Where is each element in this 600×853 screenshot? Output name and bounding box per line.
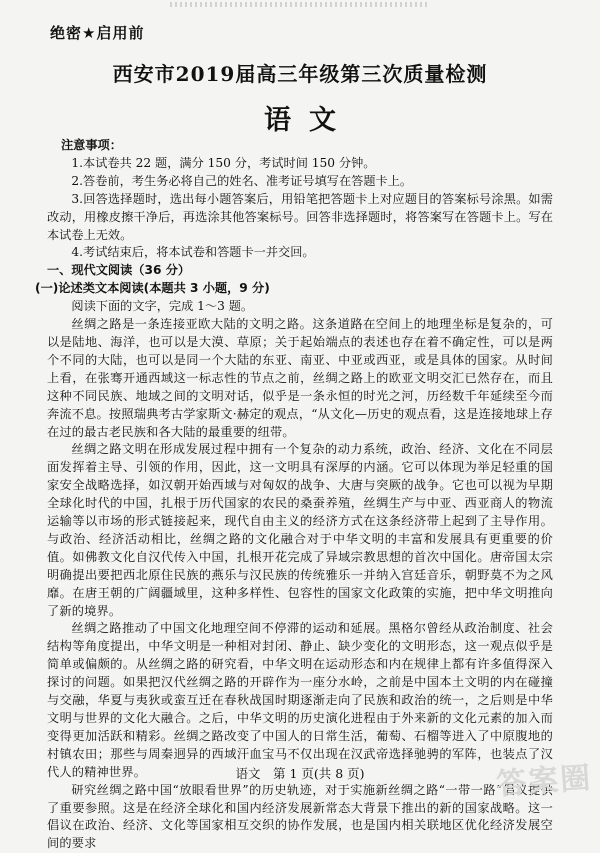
subject-title: 语文 xyxy=(264,105,354,136)
passage-paragraph: 研究丝绸之路中国“放眼看世界”的历史轨迹，对于实施新丝绸之路“一带一路”倡议提供了重要参照。这是在经济全球化和国内经济发展新常态大背景下推出的新的国家战略。这一倡议在政治、经济、文化等国家相互交织的协作发展，也是国内相关联地区优化经济发展空间的要求 xyxy=(47,782,553,851)
page-footer: 语文 第 1 页(共 8 页) xyxy=(235,766,365,781)
note-item: 4.考试结束后，将本试卷和答题卡一并交回。 xyxy=(71,245,315,260)
section-heading: 一、现代文阅读（36 分） xyxy=(47,263,191,278)
notes-title: 注意事项： xyxy=(61,138,122,152)
passage-paragraph: 丝绸之路文明在形成发展过程中拥有一个复杂的动力系统，政治、经济、文化在不同层面发挥着主导、引领的作用，因此，这一文明具有深厚的内涵。它可以体现为举足轻重的国家安全战略选择，如汉朝开始西域与对匈奴的战争、大唐与突厥的战争。它也可以视为早期全球化时代的中国，扎根于历代国家的农民的桑蚕养殖，丝绸生产与中亚、西亚商人的物流运输等以市场的形式链接起来，现代自由主义的经济方式在这条经济带上起到了主导作用。与政治、经济活动相比，丝绸之路的文化融合对于中华文明的丰富和发展具有更重要的价值。如佛教文化自汉代传入中国，扎根开花完成了异域宗教思想的首次中国化。唐帝国太宗明确提出要把西北原住民族的燕乐与汉民族的传统雅乐一并纳入宫廷音乐，朝野莫不为之风靡。在唐王朝的广阔疆域里，这种多样性、包容性的国家文化政策的实施，把中华文明推向了新的境界。 xyxy=(47,442,553,618)
watermark-logo: 答案圈 xyxy=(495,760,594,803)
subsection-heading: (一)论述类文本阅读(本题共 3 小题，9 分) xyxy=(35,281,270,296)
passage-paragraph: 丝绸之路是一条连接亚欧大陆的文明之路。这条道路在空间上的地理坐标是复杂的，可以是陆地、海洋，也可以是大漠、草原；关于起始端点的表述也存在着不确定性，可以是两个不同的大陆，也可以是同一个大陆的东亚、南亚、中亚或西亚，或是具体的国家。从时间上看，在张骞开通西域这一标志性的节点之前，丝绸之路上的欧亚文明交汇已然存在，而且这种不同民族、地域之间的文明对话，似乎是一条永恒的时光之河，历经数千年延续至今而奔流不息。按照瑞典考古学家斯文·赫定的观点，“从文化—历史的观点看，这是连接地球上存在过的最古老民族和各大陆的最重要的纽带。 xyxy=(47,317,554,439)
scan-artifact-line xyxy=(170,2,430,7)
reading-instruction: 阅读下面的文字，完成 1～3 题。 xyxy=(71,299,254,314)
note-item: 2.答卷前，考生务必将自己的姓名、准考证号填写在答题卡上。 xyxy=(71,173,413,188)
passage-paragraph: 丝绸之路推动了中国文化地理空间不停滞的运动和延展。黑格尔曾经从政治制度、社会结构等角度提出，中华文明是一种相对封闭、静止、缺少变化的文明形态，这一观点似乎是简单或偏颇的。从丝绸之路的研究看，中华文明在运动形态和内在规律上都有许多值得深入探讨的问题。如果把汉代丝绸之路的开辟作为一座分水岭，之前是中国本土文明的内在碰撞与交融，华夏与夷狄或蛮互迁在春秋战国时期逐渐走向了民族和政治的统一，之后则是中华文明与世界的文化大融合。之后，中华文明的历史演化进程由于外来新的文化元素的加入而变得更加活跃和精彩。丝绸之路改变了中国人的日常生活，葡萄、石榴等进入了中原腹地的村镇农田；那些与周秦迥异的西域汗血宝马不仅出现在汉武帝选择驰骋的军阵，也装点了汉代人的精神世界。 xyxy=(47,621,553,779)
note-item: 1.本试卷共 22 题，满分 150 分，考试时间 150 分钟。 xyxy=(71,155,376,170)
note-item: 3.回答选择题时，选出每小题答案后，用铅笔把答题卡上对应题目的答案标号涂黑。如需改动，用橡皮擦干净后，再选涂其他答案标号。回答非选择题时，将答案写在答题卡上。写在本试卷上无效。 xyxy=(47,191,553,242)
page-content xyxy=(35,137,554,853)
confidential-label: 绝密★启用前 xyxy=(50,24,145,42)
exam-title: 西安市2019届高三年级第三次质量检测 xyxy=(112,62,488,86)
